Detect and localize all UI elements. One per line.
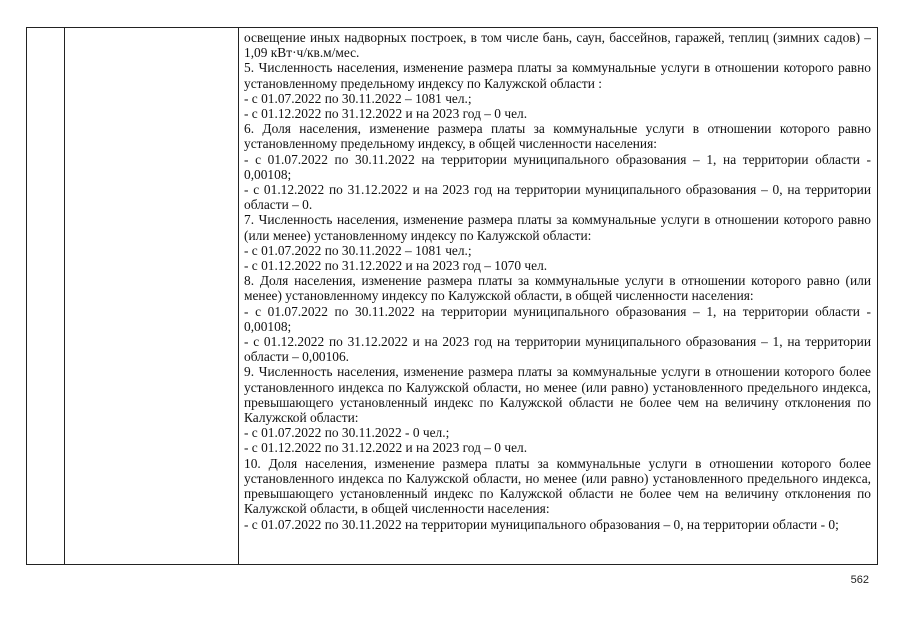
paragraph: 9. Численность населения, изменение размера платы за коммунальные услуги в отношении которого более установленного индекса по Калужской области, но менее (или равно) установленного предельного индекса, превышающего установленный индекс по Калужской области не более чем на величину отклонения по Калужской области: xyxy=(244,364,871,426)
paragraph: освещение иных надворных построек, в том числе бань, саун, бассейнов, гаражей, теплиц (зимних садов) – 1,09 кВт·ч/кв.м/мес. xyxy=(244,30,871,61)
paragraph: 6. Доля населения, изменение размера платы за коммунальные услуги в отношении которого равно установленному предельному индексу, в общей численности населения: xyxy=(244,121,871,152)
paragraph: - с 01.07.2022 по 30.11.2022 на территории муниципального образования – 1, на территории области - 0,00108; xyxy=(244,303,871,334)
table-cell-text xyxy=(244,30,871,532)
column-divider-2 xyxy=(238,28,239,564)
paragraph: - с 01.12.2022 по 31.12.2022 и на 2023 год на территории муниципального образования – 1, на территории области – 0,00106. xyxy=(244,334,871,365)
paragraph: 10. Доля населения, изменение размера платы за коммунальные услуги в отношении которого более установленного индекса по Калужской области, но менее (или равно) установленного предельного индекса, превышающего установленный индекс по Калужской области не более чем на величину отклонения по Калужской области, в общей численности населения: xyxy=(244,455,871,517)
paragraph: - с 01.07.2022 по 30.11.2022 – 1081 чел.; xyxy=(244,242,472,258)
paragraph: - с 01.07.2022 по 30.11.2022 на территории муниципального образования – 0, на территории области - 0; xyxy=(244,516,839,532)
paragraph: - с 01.12.2022 по 31.12.2022 и на 2023 год – 1070 чел. xyxy=(244,258,548,274)
paragraph: - с 01.12.2022 по 31.12.2022 и на 2023 год – 0 чел. xyxy=(244,440,528,456)
document-table xyxy=(26,27,878,565)
page-number: 562 xyxy=(850,574,869,586)
paragraph: 7. Численность населения, изменение размера платы за коммунальные услуги в отношении которого равно (или менее) установленному индексу по Калужской области: xyxy=(244,212,871,243)
paragraph: - с 01.07.2022 по 30.11.2022 – 1081 чел.; xyxy=(244,90,472,106)
paragraph: - с 01.07.2022 по 30.11.2022 на территории муниципального образования – 1, на территории области - 0,00108; xyxy=(244,151,871,182)
paragraph: - с 01.12.2022 по 31.12.2022 и на 2023 год на территории муниципального образования – 0, на территории области – 0. xyxy=(244,182,871,213)
paragraph: 8. Доля населения, изменение размера платы за коммунальные услуги в отношении которого равно (или менее) установленному индексу по Калужской области, в общей численности населения: xyxy=(244,273,871,304)
column-divider-1 xyxy=(64,28,65,564)
paragraph: 5. Численность населения, изменение размера платы за коммунальные услуги в отношении которого равно установленному предельному индексу по Калужской области : xyxy=(244,60,871,91)
paragraph: - с 01.07.2022 по 30.11.2022 - 0 чел.; xyxy=(244,425,450,441)
paragraph: - с 01.12.2022 по 31.12.2022 и на 2023 год – 0 чел. xyxy=(244,106,528,122)
